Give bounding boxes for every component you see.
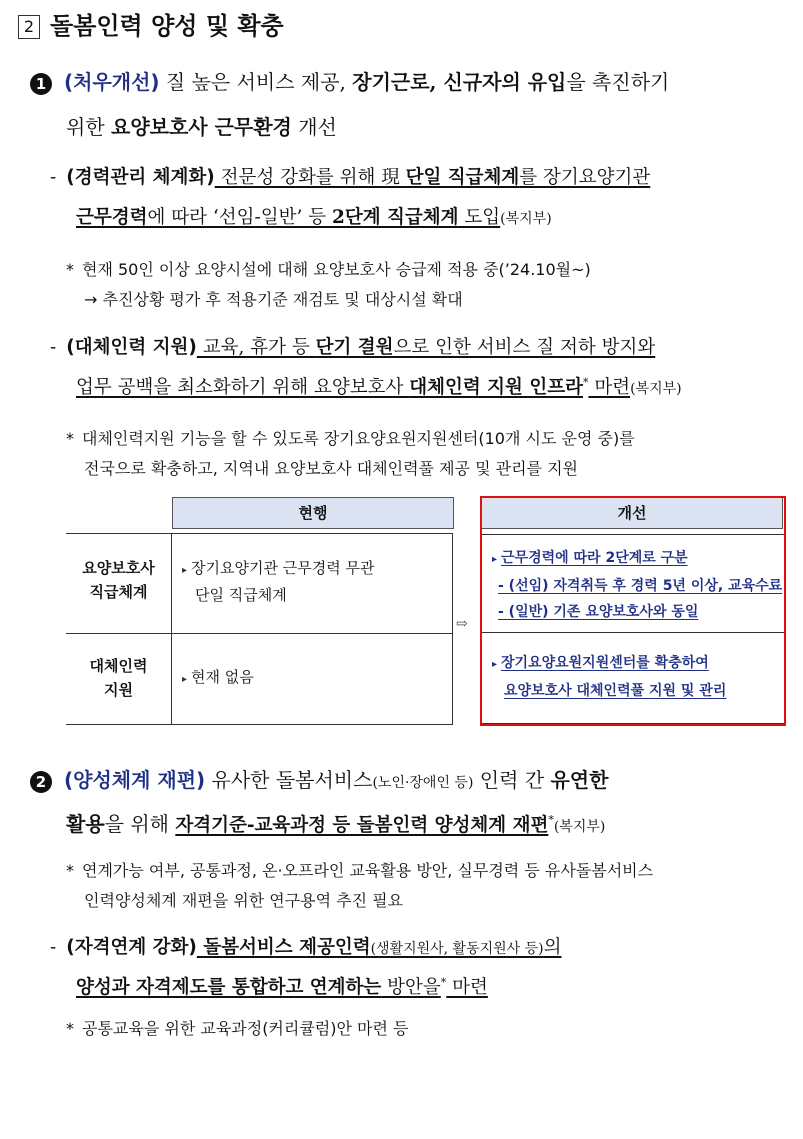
item2-l2-pre: 을 위해 [104,812,176,836]
sub2-line2 [76,373,682,399]
sub1-l2-post: 도입 [458,207,501,228]
item1-bold: 장기근로, 신규자의 유입 [352,70,567,94]
item2-note2-text: 공통교육을 위한 교육과정(커리큘럼)안 마련 등 [82,1019,409,1038]
item2-note1-line2 [84,888,403,911]
ministry-label: (복지부) [553,819,606,835]
item2-sub1-bold: 돌봄서비스 제공인력 [196,937,371,958]
item2-sub1-paren: (생활지원사, 활동지원사 등) [370,941,544,957]
item2-note1-text: 연계가능 여부, 공통과정, 온·오프라인 교육활용 방안, 실무경력 등 유사돌봄서비스 [82,861,654,880]
row2-improve-l2: 요양보호사 대체인력풀 지원 및 관리 [504,683,727,699]
sub2-tag: (대체인력 지원) [66,337,197,358]
item2-sub1-l2-post: 방안을 [381,977,441,998]
row1-improve-l2: - (선임) 자격취득 후 경력 5년 이상, 교육수료 [498,578,783,594]
item1-l2-pre: 위한 [66,115,111,139]
sub2-line1 [50,333,655,359]
note2-line1 [66,426,635,449]
item2-sub1-tag: (자격연계 강화) [66,937,197,958]
item2-sub1-line1 [50,933,562,959]
sub2-post: 으로 인한 서비스 질 저하 방지와 [393,337,656,358]
sub2-l2-bold: 대체인력 지원 인프라 [409,377,583,398]
item2-sub1-post: 의 [543,937,562,958]
row2-current-l1: 현재 없음 [191,668,254,686]
sub1-line2 [76,203,552,229]
item1-bullet: 1 [30,73,52,95]
row2-label-l2: 지원 [104,681,133,699]
row1-label-l2: 직급체계 [89,583,148,601]
item2-paren: (노인·장애인 등) [372,775,474,791]
section-title: 돌봄인력 양성 및 확충 [50,12,284,40]
note1-text: 현재 50인 이상 요양시설에 대해 요양보호사 승급제 적용 중(’24.10월~) [82,260,591,279]
dash: - [50,937,57,958]
item2-note1-text2: 인력양성체계 재편을 위한 연구용역 추진 필요 [84,891,404,910]
item1-l2-bold: 요양보호사 근무환경 [111,115,292,139]
sub1-line1 [50,163,650,189]
note1-text2: → 추진상황 평가 후 적용기준 재검토 및 대상시설 확대 [84,290,463,309]
triangle-bullet-icon: ▸ [182,565,188,576]
row1-current-l2: 단일 직급체계 [195,586,287,604]
item2-tag: (양성체계 재편) [64,768,206,792]
row1-improve-l1: 근무경력에 따라 2단계로 구분 [501,550,688,566]
note1-line2 [84,287,463,310]
row1-label-l1: 요양보호사 [82,559,155,577]
sub2-l2-pre: 업무 공백을 최소화하기 위해 요양보호사 [76,377,410,398]
header-current: 현행 [172,497,454,529]
item1-line1 [30,66,669,95]
note2-line2 [84,456,578,479]
section-number: 2 [18,15,40,39]
sub1-bold: 단일 직급체계 [405,167,520,188]
note1-line1 [66,257,591,280]
item2-bold: 유연한 [550,768,609,792]
item1-text-post: 을 촉진하기 [566,70,670,94]
item2-sub1-l2-end: 마련 [446,977,488,998]
row1-current [182,556,374,607]
sub1-tag: (경력관리 체계화) [66,167,215,188]
ministry-label: (복지부) [500,211,552,227]
sub2-text: 교육, 휴가 등 [196,337,316,358]
sub1-post: 를 장기요양기관 [519,167,651,188]
note2-text: 대체인력지원 기능을 할 수 있도록 장기요양요원지원센터(10개 시도 운영 중)를 [82,429,635,448]
row2-current [182,666,254,687]
row1-current-l1: 장기요양기관 근무경력 무관 [191,559,375,577]
note-star: * [66,861,74,880]
sub1-text: 전문성 강화를 위해 現 [214,167,406,188]
sub1-l2-bold2: 2단계 직급체계 [332,207,459,228]
footnote-star: * [548,813,554,827]
item1-l2-post: 개선 [291,115,337,139]
row2-label [66,654,171,702]
sub1-l2-bold: 근무경력 [76,207,148,228]
item2-text: 유사한 돌봄서비스 [205,768,373,792]
footnote-star: * [440,975,447,989]
row2-label-l1: 대체인력 [89,657,148,675]
dash: - [50,167,57,188]
item2-bullet: 2 [30,771,52,793]
footnote-star: * [582,375,589,389]
note-star: * [66,429,74,448]
row1-improve-l3: - (일반) 기존 요양보호사와 동일 [498,604,699,620]
item2-line1 [30,764,608,793]
row1-improve [492,545,782,625]
triangle-bullet-icon: ▸ [492,554,498,565]
item2-l2-bold1: 활용 [66,812,105,836]
dash: - [50,337,57,358]
triangle-bullet-icon: ▸ [182,674,188,685]
section-heading [18,6,284,41]
triangle-bullet-icon: ▸ [492,659,498,670]
sub1-l2-mid: 에 따라 ‘선임-일반’ 등 [147,207,332,228]
item1-text: 질 높은 서비스 제공, [159,70,353,94]
item2-sub1-l2-bold: 양성과 자격제도를 통합하고 연계하는 [76,977,382,998]
sub2-l2-post: 마련 [588,377,631,398]
note2-text2: 전국으로 확충하고, 지역내 요양보호사 대체인력풀 제공 및 관리를 지원 [84,459,578,478]
row2-improve [492,650,726,705]
note-star: * [66,1019,74,1038]
ministry-label: (복지부) [630,381,682,397]
item1-tag: (처우개선) [64,70,160,94]
item1-line2 [66,111,337,140]
row1-label [66,556,171,604]
item2-l2-bold2: 자격기준-교육과정 등 돌봄인력 양성체계 재편 [175,815,549,836]
item2-sub1-line2 [76,973,488,999]
arrow-icon: ⇨ [456,616,468,632]
item2-note1-line1 [66,858,653,881]
note-star: * [66,260,74,279]
item2-note2 [66,1016,409,1039]
item2-mid: 인력 간 [473,768,551,792]
header-improve: 개선 [481,497,783,529]
item2-line2 [66,808,605,837]
row2-improve-l1: 장기요양요원지원센터를 확충하여 [501,655,709,671]
sub2-bold: 단기 결원 [315,337,394,358]
